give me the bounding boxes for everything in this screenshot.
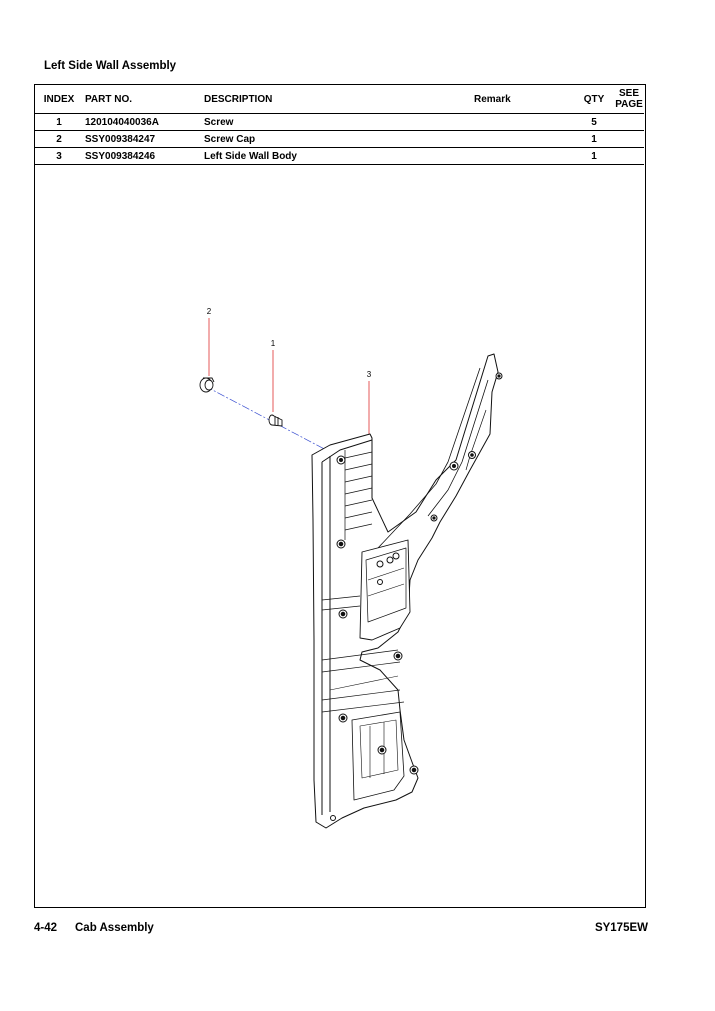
screw-part [269, 415, 282, 426]
header-page-label: PAGE [615, 99, 643, 110]
header-qty: QTY [574, 85, 614, 114]
left-side-wall-body [312, 354, 502, 828]
page-title: Left Side Wall Assembly [44, 60, 177, 72]
assembly-axis-line [205, 386, 330, 452]
row-index: 2 [35, 131, 83, 148]
row-part-no: SSY009384246 [83, 148, 204, 165]
row-qty: 1 [574, 131, 614, 148]
header-part-no: PART NO. [83, 85, 204, 114]
footer-section: Cab Assembly [75, 922, 154, 934]
row-description: Left Side Wall Body [204, 148, 474, 165]
header-remark: Remark [474, 85, 574, 114]
row-qty: 1 [574, 148, 614, 165]
callout-label-3: 3 [366, 370, 372, 379]
row-part-no: SSY009384247 [83, 131, 204, 148]
callout-label-2: 2 [206, 307, 212, 316]
header-index: INDEX [35, 85, 83, 114]
callout-label-1: 1 [270, 339, 276, 348]
header-description: DESCRIPTION [204, 85, 474, 114]
footer-page-number: 4-42 [34, 922, 58, 934]
footer-model: SY175EW [594, 922, 648, 934]
header-see-label: SEE [618, 88, 639, 99]
row-description: Screw Cap [204, 131, 474, 148]
row-description: Screw [204, 114, 474, 131]
row-qty: 5 [574, 114, 614, 131]
row-part-no: 120104040036A [83, 114, 204, 131]
row-index: 1 [35, 114, 83, 131]
row-index: 3 [35, 148, 83, 165]
